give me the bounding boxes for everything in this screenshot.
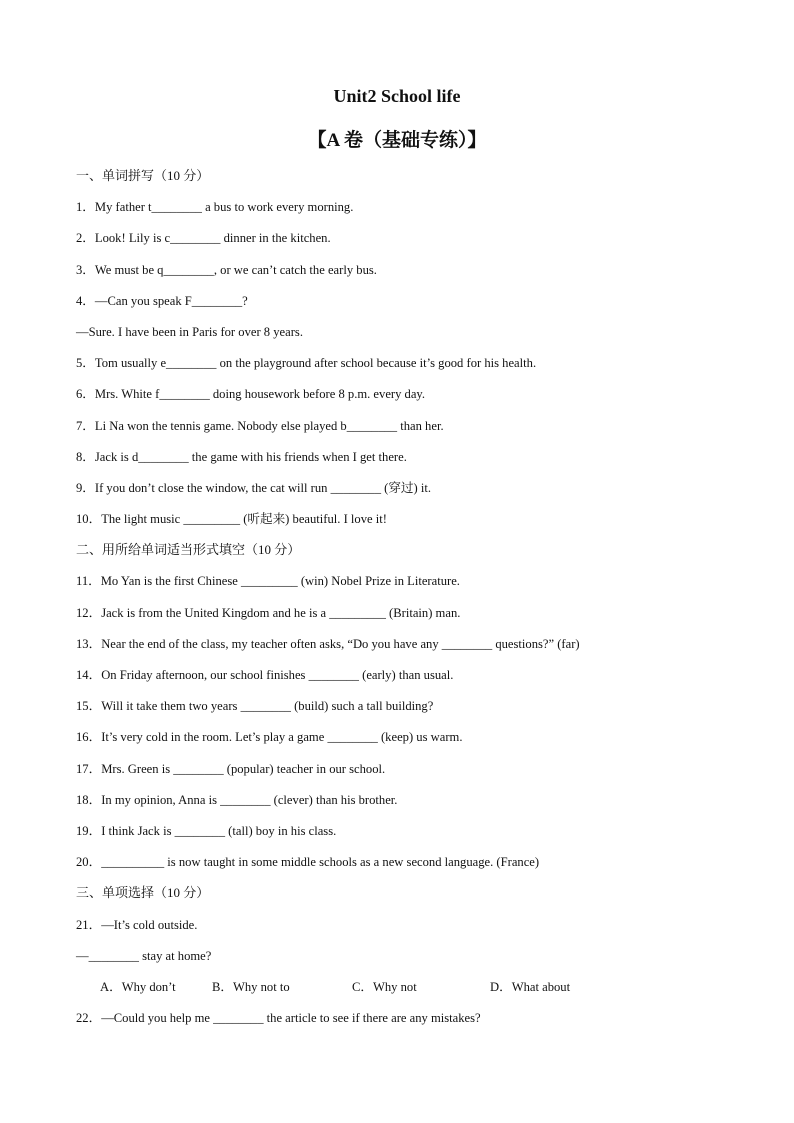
option-c: C．Why not — [352, 979, 417, 994]
question-line: 3．We must be q________, or we can’t catch the early bus. — [76, 262, 377, 277]
question-line: 22．—Could you help me ________ the article to see if there are any mistakes? — [76, 1011, 481, 1026]
question-line: 6．Mrs. White f________ doing housework before 8 p.m. every day. — [76, 387, 426, 402]
question-line: 2．Look! Lily is c________ dinner in the kitchen. — [76, 231, 331, 246]
question-line: —________ stay at home? — [76, 948, 212, 963]
question-line: 19．I think Jack is ________ (tall) boy in his class. — [76, 823, 337, 838]
question-line: 17．Mrs. Green is ________ (popular) teacher in our school. — [76, 761, 386, 776]
question-line: 21．—It’s cold outside. — [76, 917, 198, 932]
question-line: 4．—Can you speak F________? — [76, 293, 248, 308]
question-line: 18．In my opinion, Anna is ________ (clever) than his brother. — [76, 792, 398, 807]
option-a: A．Why don’t — [100, 979, 176, 994]
question-line: 12．Jack is from the United Kingdom and he is a _________ (Britain) man. — [76, 605, 461, 620]
section-heading: 一、单词拼写（10 分） — [76, 168, 210, 183]
question-line: 11．Mo Yan is the first Chinese _________ (win) Nobel Prize in Literature. — [76, 574, 460, 589]
question-line: 9．If you don’t close the window, the cat will run ________ (穿过) it. — [76, 480, 432, 495]
section-heading: 二、用所给单词适当形式填空（10 分） — [76, 542, 301, 558]
option-d: D．What about — [490, 979, 571, 994]
question-line: 16．It’s very cold in the room. Let’s play a game ________ (keep) us warm. — [76, 730, 463, 745]
question-line: 13．Near the end of the class, my teacher often asks, “Do you have any ________ questions?” (far) — [76, 636, 580, 651]
question-line: 20．__________ is now taught in some middle schools as a new second language. (France) — [76, 855, 540, 870]
question-line: 5．Tom usually e________ on the playground after school because it’s good for his health. — [76, 356, 537, 371]
question-line: 7．Li Na won the tennis game. Nobody else played b________ than her. — [76, 418, 444, 433]
question-line: 8．Jack is d________ the game with his friends when I get there. — [76, 449, 407, 464]
question-line: 10．The light music _________ (听起来) beautiful. I love it! — [76, 512, 387, 527]
page-subtitle: 【A 卷（基础专练）】 — [307, 130, 487, 151]
section-heading: 三、单项选择（10 分） — [76, 885, 210, 901]
question-line: 1．My father t________ a bus to work every morning. — [76, 200, 354, 215]
question-line: 14．On Friday afternoon, our school finishes ________ (early) than usual. — [76, 668, 454, 682]
answer-options — [76, 977, 756, 1008]
page-title: Unit2 School life — [333, 86, 461, 106]
question-list — [76, 166, 756, 1039]
question-line: 15．Will it take them two years ________ (build) such a tall building? — [76, 699, 434, 714]
question-line: —Sure. I have been in Paris for over 8 years. — [76, 324, 303, 339]
option-b: B．Why not to — [212, 979, 290, 994]
